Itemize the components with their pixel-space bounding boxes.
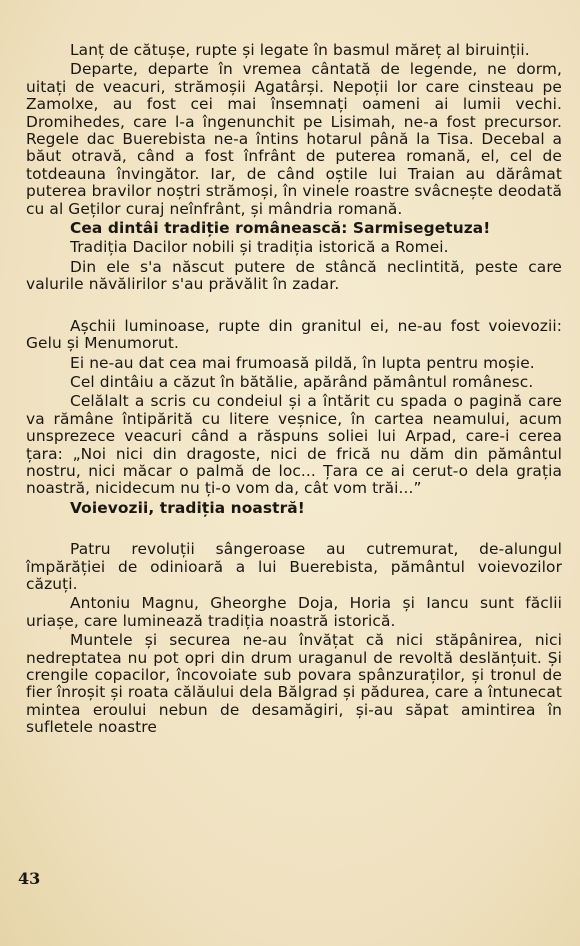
paragraph-10: Antoniu Magnu, Gheorghe Doja, Horia și Iancu sunt făclii uriașe, care luminează tradiția noastră istorică. (26, 594, 562, 630)
text-body (26, 42, 562, 737)
paragraph-7: Cel dintâiu a căzut în bătălie, apărând pământul românesc. (70, 372, 534, 391)
heading-voievozii: Voievozii, tradiția noastră! (70, 498, 305, 517)
paragraph-6: Ei ne-au dat cea mai frumoasă pildă, în lupta pentru moșie. (70, 353, 535, 372)
paragraph-4: Din ele s'a născut putere de stâncă neclintită, peste care valurile năvălirilor s'au prăvălit în zadar. (26, 257, 562, 294)
paragraph-8: Celălalt a scris cu condeiul și a întărit cu spada o pagină care va rămâne întipărită cu litere veșnice, în cartea neamului, acum unsprezece veacuri când a răspuns soliei lui Arpad, care-i cerea țara: „Noi nici din dragoste, nici de frică nu dăm din pământul nostru, nici măcar o palmă de loc... Țara ce ai cerut-o dela grația noastră, nicidecum nu ți-o vom da, cât vom trăi...” (26, 392, 562, 498)
paragraph-11: Muntele și securea ne-au învățat că nici stăpânirea, nici nedreptatea nu pot opri din drum uraganul de revoltă deslănțuit. Și crengile copacilor, încovoiate sub povara spânzuraților, și tronul de fier înroșit și roata călăului dela Bălgrad și pădurea, care a întunecat mintea eroului nebun de desamăgiri, și-au săpat amintirea în sufletele noastre (26, 631, 562, 737)
page-number: 43 (18, 869, 41, 888)
heading-sarmisegetuza: Cea dintâi tradiție românească: Sarmisegetuza! (70, 219, 491, 238)
paragraph-2: Departe, departe în vremea cântată de legende, ne dorm, uitați de veacuri, strămoșii Agatârși. Nepoții lor care cinsteau pe Zamolxe, au fost cei mai însemnați oameni ai lumii vechi. Dromihedes, care l-a îngenunchit pe Lisimah, ne-a fost precursor. Regele dac Buerebista ne-a întins hotarul până la Tisa. Decebal a băut otravă, când a fost înfrânt de puterea romană, el, cel de totdeauna învingător. Iar, de când oștile lui Traian au dărâmat puterea bravilor noștri strămoși, în vinele roastre svâcnește deodată cu al Geților curaj neînfrânt, și mândria romană. (26, 60, 562, 218)
paragraph-9: Patru revoluții sângeroase au cutremurat, de-alungul împărăției de odinioară a lui Buerebista, pământul voievozilor căzuți. (26, 540, 562, 593)
paragraph-1: Lanț de cătușe, rupte și legate în basmul măreț al biruinții. (70, 41, 530, 59)
paragraph-3: Tradiția Dacilor nobili și tradiția istorică a Romei. (70, 238, 449, 257)
paragraph-5: Așchii luminoase, rupte din granitul ei, ne-au fost voievozii: Gelu și Menumorut. (26, 316, 562, 353)
